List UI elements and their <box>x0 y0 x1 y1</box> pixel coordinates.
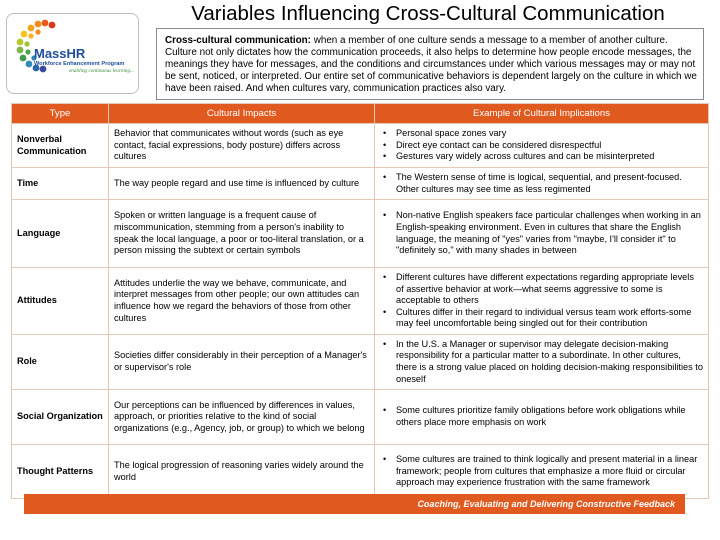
row-impact: Societies differ considerably in their perception of a Manager's or supervisor's role <box>109 335 375 390</box>
example-item: • Personal space zones vary <box>396 128 703 140</box>
intro-term: Cross-cultural communication: <box>165 35 311 46</box>
row-type: Thought Patterns <box>12 445 109 499</box>
row-impact: Behavior that communicates without words (such as eye contact, facial expressions, body posture) differs across cultures <box>109 124 375 168</box>
row-impact: The logical progression of reasoning varies widely around the world <box>109 445 375 499</box>
example-item: • Cultures differ in their regard to individual versus team work efforts-some may feel uncomfortable being singled out for their contribution <box>396 307 703 330</box>
row-impact: Attitudes underlie the way we behave, communicate, and interpret messages from other people; our own attitudes can influence how we regard the behaviors of those from other cultures <box>109 268 375 335</box>
row-type: Role <box>12 335 109 390</box>
header-cultural-impacts: Cultural Impacts <box>109 104 375 124</box>
row-type: Social Organization <box>12 390 109 445</box>
footer-bar: Coaching, Evaluating and Delivering Constructive Feedback <box>24 494 685 514</box>
table-row <box>12 124 709 168</box>
table-row <box>12 168 709 200</box>
table-row <box>12 335 709 390</box>
table-row <box>12 390 709 445</box>
example-item: • Gestures vary widely across cultures and can be misinterpreted <box>396 151 703 163</box>
header-examples: Example of Cultural Implications <box>375 104 709 124</box>
example-item: • Some cultures prioritize family obligations before work obligations while others place more emphasis on work <box>396 405 703 428</box>
logo-tagline: enabling continuous learning... <box>69 68 134 74</box>
row-examples <box>375 168 709 200</box>
example-item: • The Western sense of time is logical, sequential, and present-focused. Other cultures may see time as less regimented <box>396 172 703 195</box>
table-row <box>12 200 709 268</box>
row-examples <box>375 335 709 390</box>
row-examples <box>375 200 709 268</box>
example-item: • In the U.S. a Manager or supervisor may delegate decision-making responsibility for a particular matter to a subordinate. In other cultures, there is a strong value placed on holding decision-making responsibilities to oneself <box>396 339 703 385</box>
example-item: • Different cultures have different expectations regarding appropriate levels of assertive behavior at work—what seems aggressive to some is acceptable to others <box>396 272 703 307</box>
page-title: Variables Influencing Cross-Cultural Communication <box>191 2 665 25</box>
intro-text: when a member of one culture sends a message to a member of another culture. Culture not only dictates how the communication proceeds, it also helps to determine how people encode messages, the meanings they have for messages, and the conditions and circumstances under which various messages may or may not be sent, noticed, or interpreted. Our entire set of communicative behaviors is dependent largely on the culture in which we have been raised. And when cultures vary, communication practices also vary. <box>165 35 697 95</box>
row-type: Attitudes <box>12 268 109 335</box>
row-examples <box>375 268 709 335</box>
row-type: Language <box>12 200 109 268</box>
row-type: Time <box>12 168 109 200</box>
row-examples <box>375 390 709 445</box>
table-header-row <box>12 104 709 124</box>
row-examples <box>375 124 709 168</box>
example-item: • Some cultures are trained to think logically and present material in a linear framework; people from cultures that emphasize a more fluid or circular approach may experience frustration with the same framework <box>396 454 703 489</box>
intro-box <box>156 28 704 100</box>
table-row <box>12 268 709 335</box>
row-examples <box>375 445 709 499</box>
logo <box>6 13 139 94</box>
table-row <box>12 445 709 499</box>
header-type: Type <box>12 104 109 124</box>
row-impact: Spoken or written language is a frequent cause of miscommunication, stemming from a person's inability to speak the local language, a poor or too-literal translation, or a person missing the subtext or certain symbols <box>109 200 375 268</box>
example-item: • Direct eye contact can be considered disrespectful <box>396 140 703 152</box>
logo-subtitle: Workforce Enhancement Program <box>34 61 125 67</box>
logo-name: MassHR <box>34 46 86 61</box>
row-impact: The way people regard and use time is influenced by culture <box>109 168 375 200</box>
example-item: • Non-native English speakers face particular challenges when working in an English-speaking environment. Even in cultures that share the English language, the meaning of "yes" varies from "maybe, I'll consider it" to "definitely so," with many shades in between <box>396 210 703 256</box>
variables-table <box>11 103 709 499</box>
row-impact: Our perceptions can be influenced by differences in values, approach, or priorities relative to the kind of social organizations (e.g., Agency, job, or group) to which we belong <box>109 390 375 445</box>
row-type: Nonverbal Communication <box>12 124 109 168</box>
logo-graphic <box>7 14 138 93</box>
